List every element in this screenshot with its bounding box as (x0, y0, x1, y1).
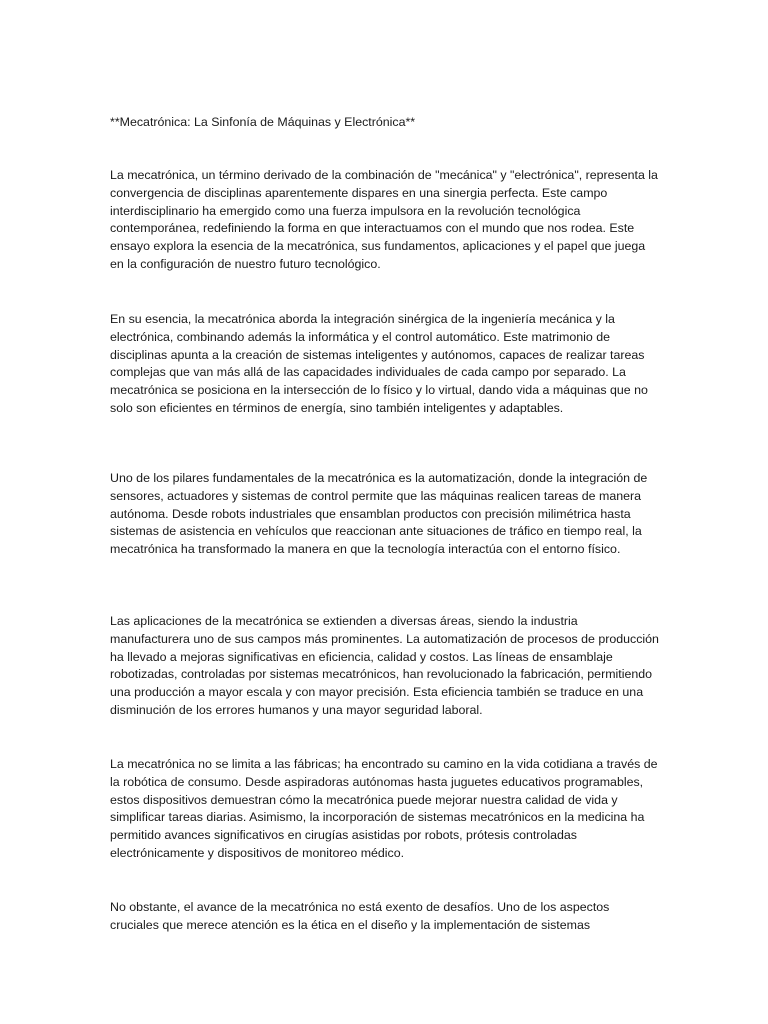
document-title: **Mecatrónica: La Sinfonía de Máquinas y Electrónica** (110, 115, 416, 129)
paragraph-daily-life: La mecatrónica no se limita a las fábricas; ha encontrado su camino en la vida cotidiana a través de la robótica de consumo. Desde aspiradoras autónomas hasta juguetes educativos programables, estos dispositivos demuestran cómo la mecatrónica puede mejorar nuestra calidad de vida y simplificar tareas diarias. Asimismo, la incorporación de sistemas mecatrónicos en la medicina ha permitido avances significativos en cirugías asistidas por robots, prótesis controladas electrónicamente y dispositivos de monitoreo médico. (110, 757, 658, 860)
paragraph-introduction: La mecatrónica, un término derivado de la combinación de "mecánica" y "electrónica", representa la convergencia de disciplinas aparentemente dispares en una sinergia perfecta. Este campo interdisciplinario ha emergido como una fuerza impulsora en la revolución tecnológica contemporánea, redefiniendo la forma en que interactuamos con el mundo que nos rodea. Este ensayo explora la esencia de la mecatrónica, sus fundamentos, aplicaciones y el papel que juega en la configuración de nuestro futuro tecnológico. (110, 168, 658, 271)
paragraph-essence: En su esencia, la mecatrónica aborda la integración sinérgica de la ingeniería mecánica y la electrónica, combinando además la informática y el control automático. Este matrimonio de disciplinas apunta a la creación de sistemas inteligentes y autónomos, capaces de realizar tareas complejas que van más allá de las capacidades individuales de cada campo por separado. La mecatrónica se posiciona en la intersección de lo físico y lo virtual, dando vida a máquinas que no solo son eficientes en términos de energía, sino también inteligentes y adaptables. (110, 312, 648, 415)
paragraph-automation: Uno de los pilares fundamentales de la mecatrónica es la automatización, donde la integración de sensores, actuadores y sistemas de control permite que las máquinas realicen tareas de manera autónoma. Desde robots industriales que ensamblan productos con precisión milimétrica hasta sistemas de asistencia en vehículos que reaccionan ante situaciones de tráfico en tiempo real, la mecatrónica ha transformado la manera en que la tecnología interactúa con el entorno físico. (110, 471, 648, 557)
paragraph-applications: Las aplicaciones de la mecatrónica se extienden a diversas áreas, siendo la industria manufacturera uno de sus campos más prominentes. La automatización de procesos de producción ha llevado a mejoras significativas en eficiencia, calidad y costos. Las líneas de ensamblaje robotizadas, controladas por sistemas mecatrónicos, han revolucionado la fabricación, permitiendo una producción a mayor escala y con mayor precisión. Esta eficiencia también se traduce en una disminución de los errores humanos y una mayor seguridad laboral. (110, 614, 659, 717)
paragraph-challenges: No obstante, el avance de la mecatrónica no está exento de desafíos. Uno de los aspectos cruciales que merece atención es la ética en el diseño y la implementación de sistemas (110, 900, 610, 932)
